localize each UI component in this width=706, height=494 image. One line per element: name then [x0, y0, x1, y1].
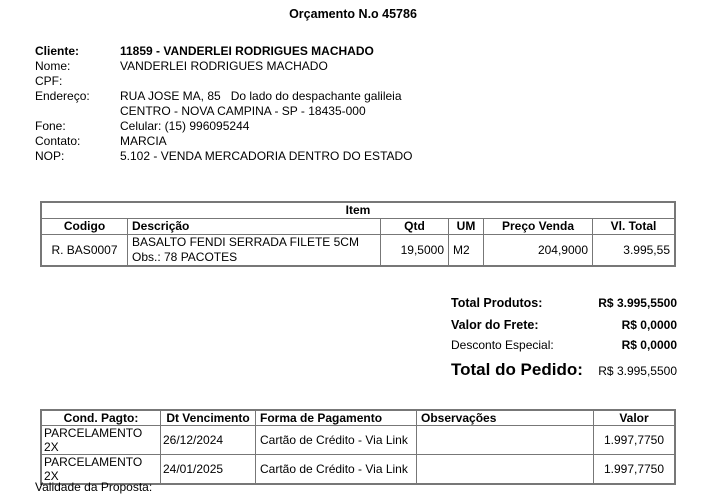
phone-value: Celular: (15) 996095244	[120, 119, 250, 133]
col-observacoes: Observações	[417, 410, 594, 426]
phone-row	[35, 119, 413, 134]
address-value: RUA JOSE MA, 85 Do lado do despachante galileia	[120, 89, 402, 103]
total-pedido-value: R$ 3.995,5500	[598, 364, 677, 378]
validity-label: Validade da Proposta:	[35, 480, 153, 494]
client-info	[35, 44, 413, 164]
table-row	[41, 235, 675, 267]
cell-forma: Cartão de Crédito - Via Link	[256, 455, 417, 485]
col-qtd: Qtd	[381, 219, 449, 235]
cpf-label: CPF:	[35, 74, 63, 88]
nop-label: NOP:	[35, 149, 65, 163]
item-description: BASALTO FENDI SERRADA FILETE 5CM	[132, 235, 359, 249]
total-pedido-row	[451, 360, 677, 380]
address-row	[35, 89, 413, 104]
address-value-2: CENTRO - NOVA CAMPINA - SP - 18435-000	[120, 104, 366, 118]
desconto-row	[451, 338, 677, 360]
cpf-row	[35, 74, 413, 89]
address-label: Endereço:	[35, 89, 90, 103]
name-row	[35, 59, 413, 74]
cell-qtd: 19,5000	[381, 235, 449, 267]
item-obs: Obs.: 78 PACOTES	[132, 250, 238, 264]
table-row	[41, 426, 675, 455]
cell-cond: PARCELAMENTO 2X	[41, 455, 161, 485]
client-value: 11859 - VANDERLEI RODRIGUES MACHADO	[120, 44, 374, 58]
client-row	[35, 44, 413, 59]
col-valor: Valor	[594, 410, 676, 426]
col-codigo: Codigo	[41, 219, 128, 235]
client-label: Cliente:	[35, 44, 80, 58]
frete-row	[451, 318, 677, 338]
contact-label: Contato:	[35, 134, 81, 148]
total-produtos-row	[451, 296, 677, 318]
address-label-2	[35, 104, 120, 119]
cell-cond: PARCELAMENTO 2X	[41, 426, 161, 455]
cell-forma: Cartão de Crédito - Via Link	[256, 426, 417, 455]
phone-label: Fone:	[35, 119, 66, 133]
nop-row	[35, 149, 413, 164]
cell-valor: 1.997,7750	[594, 426, 676, 455]
col-vl-total: Vl. Total	[593, 219, 676, 235]
cell-codigo: R. BAS0007	[41, 235, 128, 267]
name-label: Nome:	[35, 59, 71, 73]
col-dt-vencimento: Dt Vencimento	[161, 410, 256, 426]
cell-descricao	[128, 235, 381, 267]
desconto-value: R$ 0,0000	[621, 338, 677, 352]
cell-obs	[417, 426, 594, 455]
document-title: Orçamento N.o 45786	[289, 7, 417, 21]
contact-value: MARCIA	[120, 134, 167, 148]
col-preco-venda: Preço Venda	[484, 219, 593, 235]
cell-valor: 1.997,7750	[594, 455, 676, 485]
total-pedido-label: Total do Pedido:	[451, 360, 583, 379]
cell-vl-total: 3.995,55	[593, 235, 676, 267]
cell-obs	[417, 455, 594, 485]
cell-preco-venda: 204,9000	[484, 235, 593, 267]
nop-value: 5.102 - VENDA MERCADORIA DENTRO DO ESTADO	[120, 149, 413, 163]
items-table	[40, 201, 676, 267]
address-row-2	[35, 104, 413, 119]
contact-row	[35, 134, 413, 149]
cell-vencimento: 24/01/2025	[161, 455, 256, 485]
items-section-title: Item	[41, 202, 675, 219]
col-descricao: Descrição	[128, 219, 381, 235]
col-cond-pagto: Cond. Pagto:	[41, 410, 161, 426]
col-forma-pagamento: Forma de Pagamento	[256, 410, 417, 426]
cell-um: M2	[449, 235, 484, 267]
cell-vencimento: 26/12/2024	[161, 426, 256, 455]
name-value: VANDERLEI RODRIGUES MACHADO	[120, 59, 328, 73]
frete-value: R$ 0,0000	[621, 318, 677, 332]
desconto-label: Desconto Especial:	[451, 338, 554, 352]
totals-block	[451, 296, 677, 380]
frete-label: Valor do Frete:	[451, 318, 539, 332]
payments-table	[40, 409, 676, 485]
total-produtos-value: R$ 3.995,5500	[598, 296, 677, 310]
col-um: UM	[449, 219, 484, 235]
total-produtos-label: Total Produtos:	[451, 296, 543, 310]
